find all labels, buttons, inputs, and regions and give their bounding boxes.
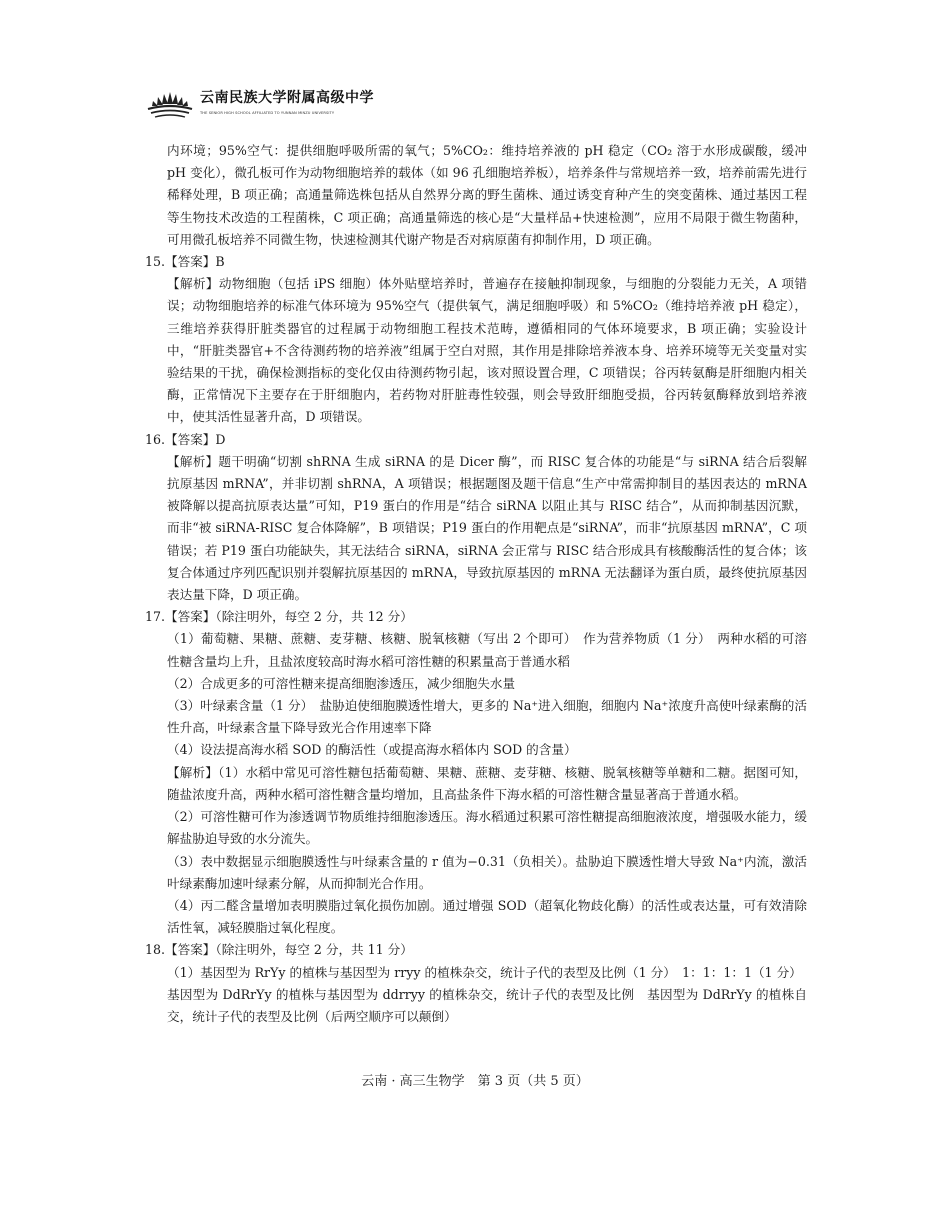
answer-17: 17.【答案】（除注明外，每空 2 分，共 12 分） [145,609,413,625]
explanation-17-part-1: 【解析】（1）水稻中常见可溶性糖包括葡萄糖、果糖、蔗糖、麦芽糖、核糖、脱氧核糖等单糖和二糖。据图可知，随盐浓度升高，两种水稻可溶性糖含量均增加，且高盐条件下海水稻的可溶性糖含量显著高于普通水稻。 [167,764,807,802]
page-header [146,88,386,128]
explanation-15: 【解析】动物细胞（包括 iPS 细胞）体外贴壁培养时，普遍存在接触抑制现象，与细胞的分裂能力无关，A 项错误；动物细胞培养的标准气体环境为 95%空气（提供氧气，满足细胞呼吸）和 5%CO₂（维持培养液 pH 稳定），三维培养获得肝脏类器官的过程属于动物细胞工程技术范畴，遵循相同的气体环境要求，B 项正确；实验设计中，“肝脏类器官+不含待测药物的培养液”组属于空白对照，其作用是排除培养液本身、培养环境等无关变量对实验结果的干扰，确保检测指标的变化仅由待测药物引起，该对照设置合理，C 项错误；谷丙转氨酶是肝细胞内相关酶，正常情况下主要存在于肝细胞内，若药物对肝脏毒性较强，则会导致肝细胞受损，谷丙转氨酶释放到培养液中，使其活性显著升高，D 项错误。 [167,276,807,425]
answer-16: 16.【答案】D [145,431,226,447]
answer-17-part-1: （1）葡萄糖、果糖、蔗糖、麦芽糖、核糖、脱氧核糖（写出 2 个即可） 作为营养物质（1 分） 两种水稻的可溶性糖含量均上升，且盐浓度较高时海水稻可溶性糖的积累量高于普通水稻 [167,631,807,669]
page-content [145,140,807,1028]
answer-17-part-2: （2）合成更多的可溶性糖来提高细胞渗透压，减少细胞失水量 [167,675,516,691]
answer-18-part-1-continued: 基因型为 DdRrYy 的植株与基因型为 ddrryy 的植株杂交，统计子代的表型及比例 基因型为 DdRrYy 的植株自交，统计子代的表型及比例（后两空顺序可以颠倒） [167,986,807,1024]
explanation-16: 【解析】题干明确“切割 shRNA 生成 siRNA 的是 Dicer 酶”，而 RISC 复合体的功能是“与 siRNA 结合后裂解抗原基因 mRNA”，并非切割 shRNA，A 项错误；根据题图及题干信息“生产中常需抑制目的基因表达的 mRNA 被降解以提高抗原表达量”可知，P19 蛋白的作用是“结合 siRNA 以阻止其与 RISC 结合”，从而抑制基因沉默，而非“被 siRNA-RISC 复合体降解”，B 项错误；P19 蛋白的作用靶点是“siRNA”，而非“抗原基因 mRNA”，C 项错误；若 P19 蛋白功能缺失，其无法结合 siRNA，siRNA 会正常与 RISC 结合形成具有核酸酶活性的复合体；该复合体通过序列匹配识别并裂解抗原基因的 mRNA，导致抗原基因的 mRNA 无法翻译为蛋白质，最终使抗原基因表达量下降，D 项正确。 [167,453,807,603]
school-logo-icon [146,88,194,120]
explanation-17-part-2: （2）可溶性糖可作为渗透调节物质维持细胞渗透压。海水稻通过积累可溶性糖提高细胞液浓度，增强吸水能力，缓解盐胁迫导致的水分流失。 [167,809,807,847]
school-name: 云南民族大学附属高级中学 [200,90,374,106]
school-english-name: THE SENIOR HIGH SCHOOL AFFILIATED TO YUNNAN MINZU UNIVERSITY [200,111,335,115]
answer-17-part-4: （4）设法提高海水稻 SOD 的酶活性（或提高海水稻体内 SOD 的含量） [167,742,577,758]
answer-15: 15.【答案】B [145,254,225,270]
answer-17-part-3: （3）叶绿素含量（1 分） 盐胁迫使细胞膜透性增大，更多的 Na⁺进入细胞，细胞内 Na⁺浓度升高使叶绿素酶的活性升高，叶绿素含量下降导致光合作用速率下降 [167,698,807,736]
answer-18-part-1: （1）基因型为 RrYy 的植株与基因型为 rryy 的植株杂交，统计子代的表型及比例（1 分） 1：1：1：1（1 分） [167,964,802,980]
page-footer: 云南 · 高三生物学 第 3 页（共 5 页） [361,1074,589,1089]
explanation-17-part-3: （3）表中数据显示细胞膜透性与叶绿素含量的 r 值为−0.31（负相关）。盐胁迫下膜透性增大导致 Na⁺内流，激活叶绿素酶加速叶绿素分解，从而抑制光合作用。 [167,853,807,891]
answer-18: 18.【答案】（除注明外，每空 2 分，共 11 分） [145,942,413,958]
explanation-17-part-4: （4）丙二醛含量增加表明膜脂过氧化损伤加剧。通过增强 SOD（超氧化物歧化酶）的活性或表达量，可有效清除活性氧，减轻膜脂过氧化程度。 [167,897,807,936]
paragraph-14-continued: 内环境；95%空气：提供细胞呼吸所需的氧气；5%CO₂：维持培养液的 pH 稳定（CO₂ 溶于水形成碳酸，缓冲 pH 变化），微孔板可作为动物细胞培养的载体（如 96 孔细胞培养板），培养条件与常规培养一致，培养前需先进行稀释处理，B 项正确；高通量筛选株包括从自然界分离的野生菌株、通过诱变育种产生的突变菌株、通过基因工程等生物技术改造的工程菌株，C 项正确；高通量筛选的核心是“大量样品+快速检测”，应用不局限于微生物菌种，可用微孔板培养不同微生物，快速检测其代谢产物是否对病原菌有抑制作用，D 项正确。 [167,143,807,247]
